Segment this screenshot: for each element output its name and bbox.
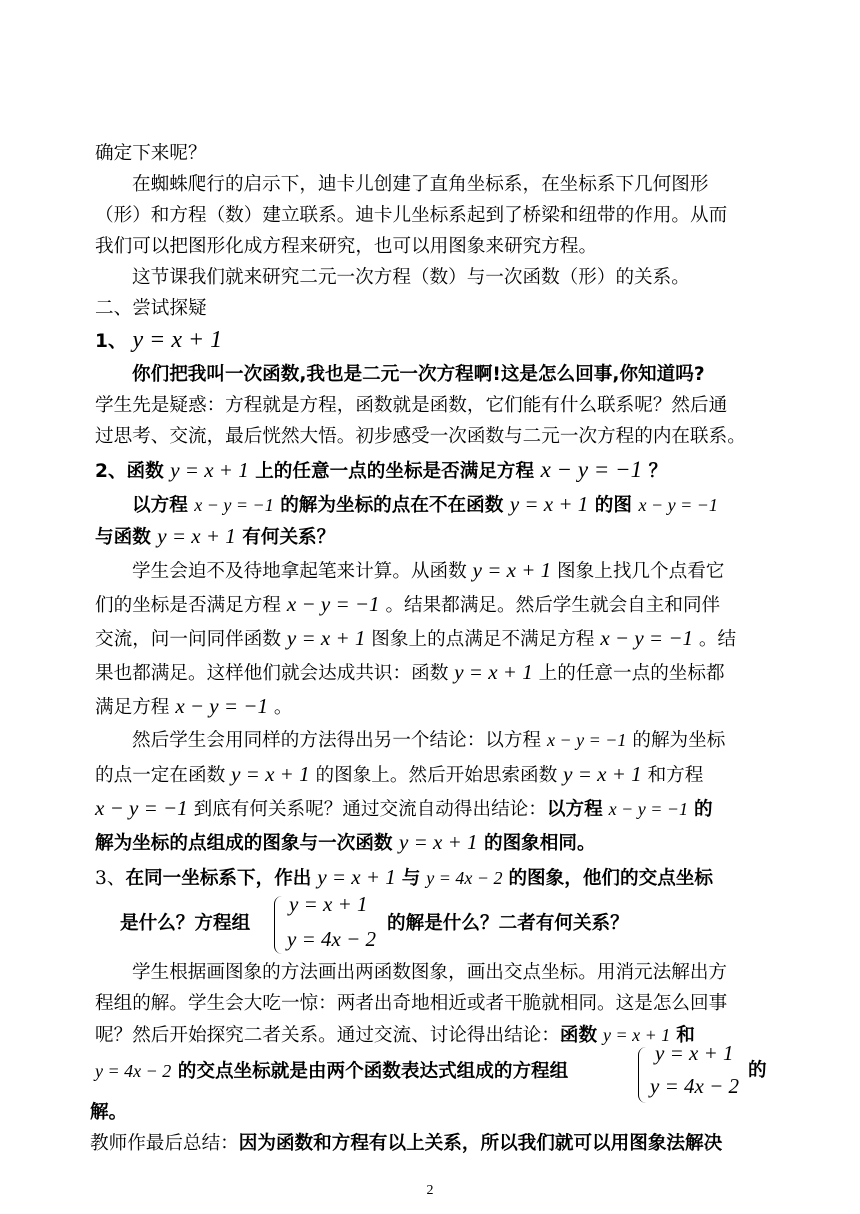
text: 到底有何关系呢？通过交流自动得出结论： (193, 799, 547, 820)
text: 程组的解。学生会大吃一惊：两者出奇地相近或者干脆就相同。这是怎么回事 (95, 993, 728, 1014)
text: 因为函数和方程有以上关系，所以我们就可以用图象法解决 (238, 1133, 723, 1154)
text-line (95, 795, 766, 823)
text: 然后学生会用同样的方法得出另一个结论：以方程 (132, 730, 542, 751)
text-line (95, 991, 766, 1017)
text: 二、尝试探疑 (95, 298, 207, 319)
text: 与 (401, 868, 421, 889)
question-number: 3、 (95, 868, 126, 889)
text-line (90, 1100, 766, 1126)
text: 有何关系？ (242, 527, 336, 548)
text: 学生先是疑惑：方程就是方程，函数就是函数，它们能有什么联系呢？然后通 (95, 395, 728, 416)
text: 的图 (594, 495, 632, 516)
text-line (95, 424, 766, 450)
text: 这节课我们就来研究二元一次方程（数）与一次函数（形）的关系。 (132, 267, 690, 288)
text: （形）和方程（数）建立联系。迪卡儿坐标系起到了桥梁和纽带的作用。从而 (95, 205, 728, 226)
equation: y = x + 1 (231, 762, 310, 786)
text-line (132, 362, 766, 388)
text: 函数 (126, 461, 164, 482)
text: 的解为坐标 (632, 730, 726, 751)
text: 在同一坐标系下，作出 (125, 868, 312, 889)
text: 是什么？方程组 (120, 913, 251, 934)
system-equation: y = x + 1 (289, 892, 368, 916)
equation: x − y = −1 (175, 694, 268, 718)
equation: y = x + 1 (157, 524, 236, 548)
question-number: 1、 (95, 331, 127, 352)
equation: x − y = −1 (638, 495, 718, 515)
text-line (132, 727, 766, 754)
equation: y = x + 1 (132, 327, 223, 353)
question-1 (95, 327, 766, 355)
text: 的图象上。然后开始思索函数 (315, 765, 558, 786)
equation: y = x + 1 (602, 1025, 671, 1045)
text: 的图象相同。 (483, 833, 596, 854)
system-equation: y = 4x − 2 (650, 1074, 739, 1098)
text-line (95, 659, 766, 687)
text: 解为坐标的点组成的图象与一次函数 (95, 833, 393, 854)
text-line (95, 523, 766, 551)
question-2 (95, 457, 766, 485)
equation: y = 4x − 2 (95, 1061, 172, 1081)
text: 的图象，他们的交点坐标 (508, 868, 713, 889)
text-line (387, 911, 766, 937)
text-line (95, 203, 766, 229)
equation: y = x + 1 (563, 762, 642, 786)
text: 上的任意一点的坐标是否满足方程 (255, 461, 535, 482)
system-equation: y = 4x − 2 (287, 927, 376, 951)
equation: x − y = −1 (540, 457, 643, 482)
text: 图象上找几个点看它 (557, 561, 725, 582)
system-equation: y = x + 1 (655, 1041, 734, 1065)
text-line (95, 625, 766, 653)
text-line (748, 1058, 766, 1084)
text: 学生根据画图象的方法画出两函数图象，画出交点坐标。用消元法解出方 (132, 962, 728, 983)
equation: y = 4x − 2 (426, 868, 503, 888)
text: 果也都满足。这样他们就会达成共识：函数 (95, 663, 449, 684)
text: 的 (748, 1060, 767, 1081)
equation: y = x + 1 (472, 558, 552, 582)
text: 函数 (559, 1025, 598, 1046)
equation: x − y = −1 (608, 799, 689, 819)
text: 在蜘蛛爬行的启示下，迪卡儿创建了直角坐标系，在坐标系下几何图形 (132, 174, 709, 195)
equation: y = x + 1 (317, 865, 396, 889)
text-line (95, 693, 766, 721)
text-line (132, 960, 766, 986)
text: 学生会迫不及待地拿起笔来计算。从函数 (132, 561, 467, 582)
brace-icon (638, 1047, 649, 1103)
text: 满足方程 (95, 697, 170, 718)
text-line (95, 393, 766, 419)
equation: x − y = −1 (600, 626, 693, 650)
text: 的点一定在函数 (95, 765, 226, 786)
text: 以方程 (546, 799, 603, 820)
text-line (95, 829, 766, 857)
equation: y = x + 1 (399, 830, 478, 854)
text: 的 (693, 799, 713, 820)
equation: y = x + 1 (286, 626, 366, 650)
question-3 (95, 864, 766, 892)
text: 交流，问一问同伴函数 (95, 629, 281, 650)
text: 我们可以把图形化成方程来研究，也可以用图象来研究方程。 (95, 236, 598, 257)
equation: y = x + 1 (170, 458, 249, 482)
text: 呢？然后开始探究二者关系。通过交流、讨论得出结论： (95, 1025, 560, 1046)
text: 上的任意一点的坐标都 (538, 663, 725, 684)
section-heading (95, 296, 766, 322)
question-number: 2、 (95, 461, 127, 482)
text: 以方程 (132, 495, 188, 516)
page-number: 2 (426, 1183, 434, 1198)
text: 教师作最后总结： (90, 1133, 239, 1154)
equation: x − y = −1 (547, 730, 627, 750)
text-line (90, 1131, 766, 1157)
text: 的交点坐标就是由两个函数表达式组成的方程组 (177, 1061, 569, 1082)
text: 与函数 (95, 527, 151, 548)
text-line (95, 761, 766, 789)
text: 和 (676, 1025, 695, 1046)
text-line (132, 172, 766, 198)
brace-icon (274, 896, 285, 954)
text-line (132, 491, 766, 519)
equation: x − y = −1 (95, 796, 188, 820)
text-line (132, 557, 766, 585)
text: 和方程 (647, 765, 704, 786)
text: 的解为坐标的点在不在函数 (280, 495, 504, 516)
text: 确定下来呢？ (95, 143, 207, 164)
text: 。 (273, 697, 293, 718)
text: 。结 (698, 629, 737, 650)
text-line (132, 265, 766, 291)
text: 图象上的点满足不满足方程 (371, 629, 595, 650)
text: 的解是什么？二者有何关系？ (387, 913, 629, 934)
text: 。结果都满足。然后学生就会自主和同伴 (385, 595, 721, 616)
text: ？ (648, 461, 668, 482)
text-line (95, 591, 766, 619)
text: 过思考、交流，最后恍然大悟。初步感受一次函数与二元一次方程的内在联系。 (95, 426, 746, 447)
equation: x − y = −1 (286, 592, 380, 616)
equation: y = x + 1 (509, 492, 589, 516)
text: 解。 (90, 1102, 128, 1123)
text: 你们把我叫一次函数,我也是二元一次方程啊!这是怎么回事,你知道吗? (132, 364, 705, 385)
text-line (95, 141, 766, 167)
equation: x − y = −1 (194, 495, 274, 515)
equation: y = x + 1 (454, 660, 533, 684)
text-line (95, 234, 766, 260)
text: 们的坐标是否满足方程 (95, 595, 281, 616)
